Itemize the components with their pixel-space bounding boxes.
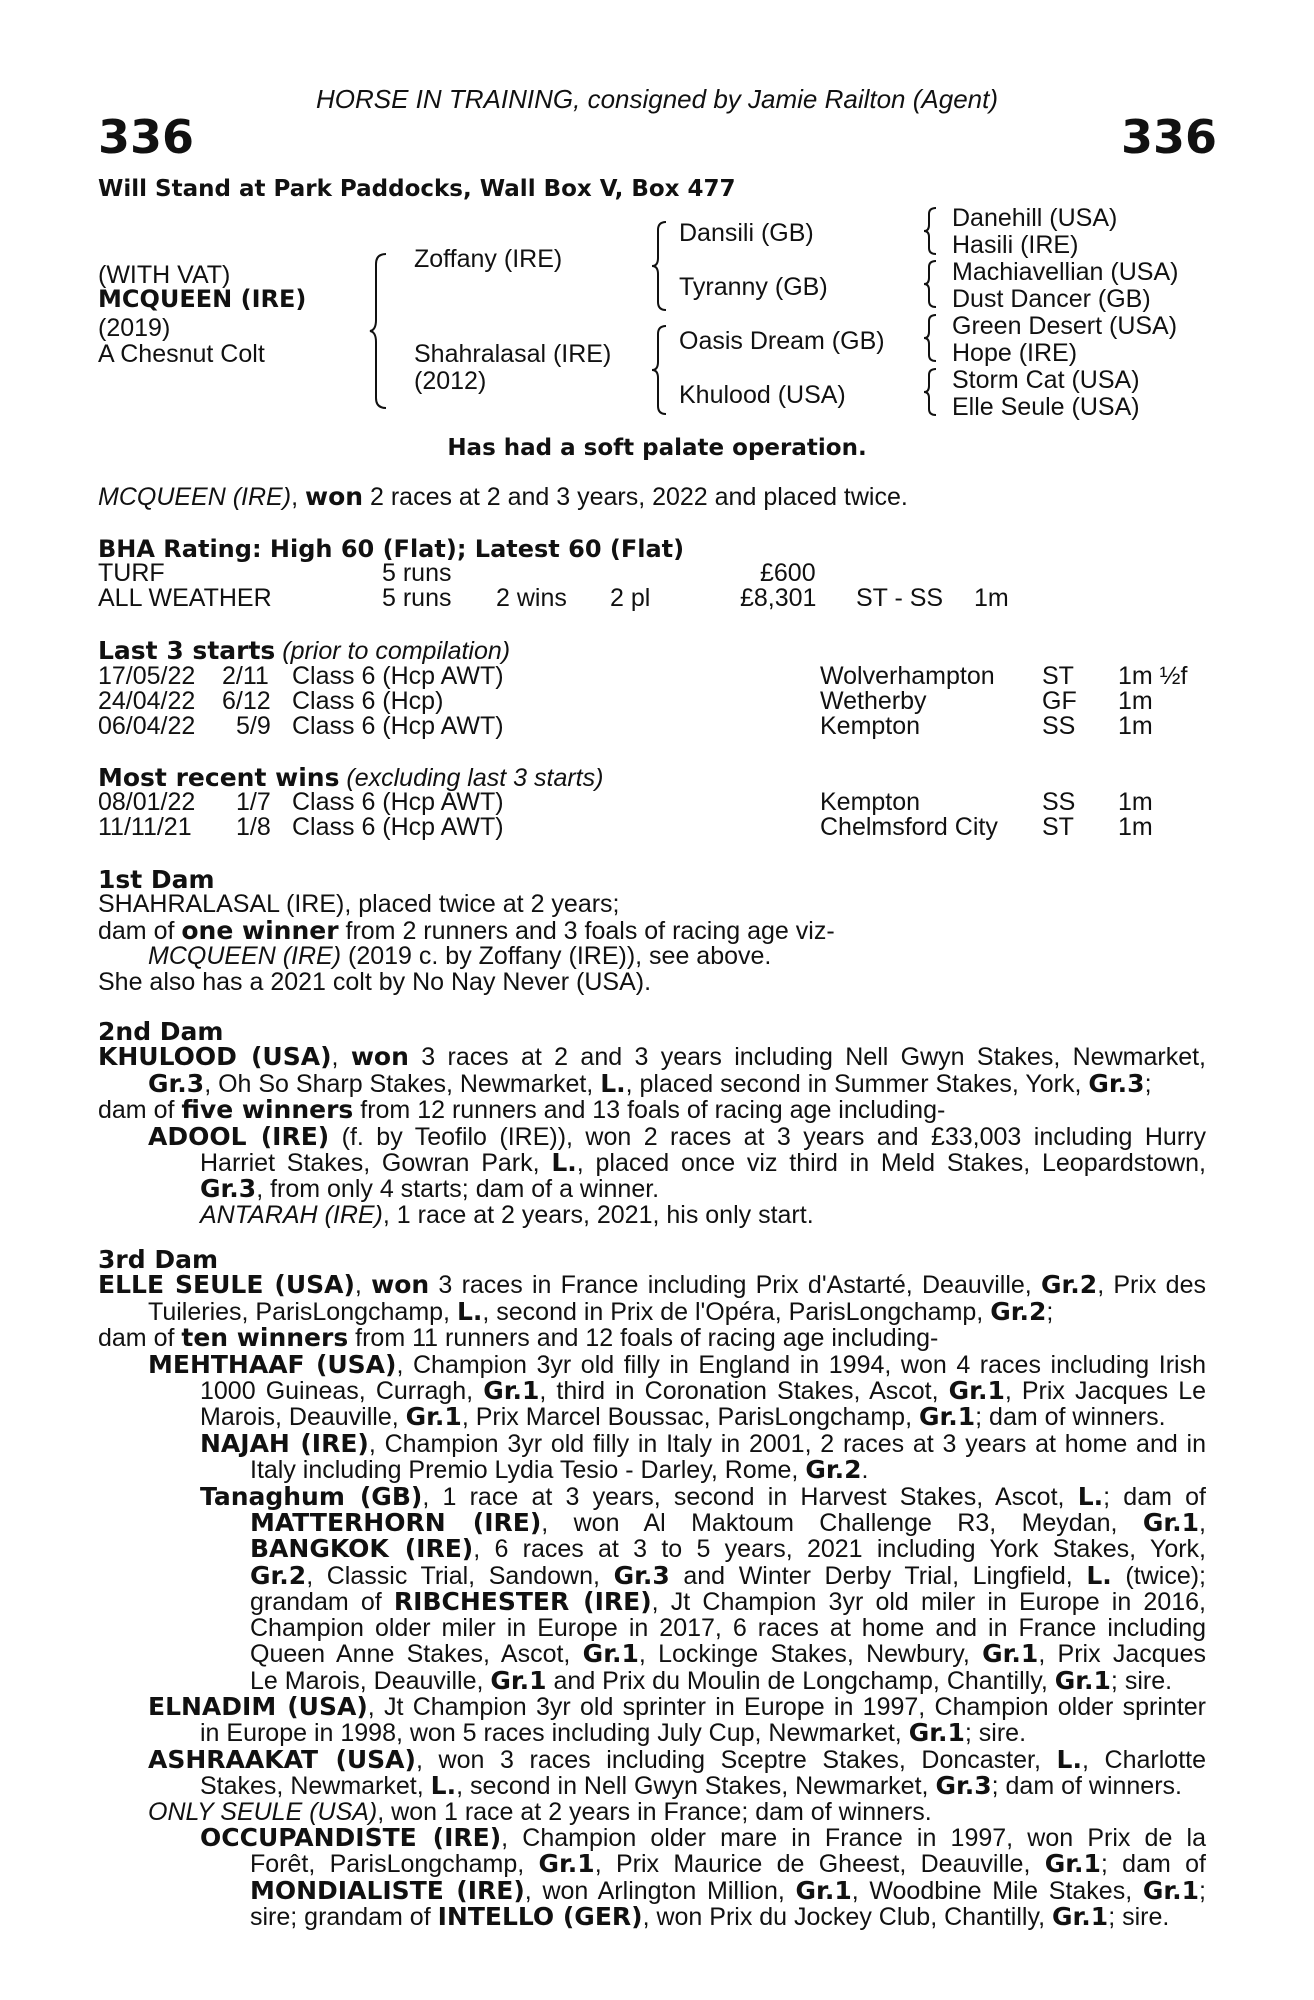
text: Tuileries, ParisLongchamp, [148, 1297, 457, 1326]
grade: Gr.1 [918, 1402, 976, 1432]
text: , 1 race at 2 years, 2021, his only start. [382, 1200, 814, 1229]
text: from 11 runners and 12 foals of racing age including- [348, 1324, 939, 1353]
rating-earnings: £8,301 [740, 584, 817, 612]
pedigree-grandparent: Dansili (GB) [679, 219, 814, 247]
win-position: 1/8 [236, 813, 271, 841]
start-course: Kempton [820, 712, 921, 740]
winner-count: ten winners [181, 1323, 349, 1353]
text: ; sire. [1110, 1666, 1173, 1695]
third-dam-line [98, 1851, 1206, 1877]
text: , [1199, 1509, 1206, 1538]
horse-description: A Chesnut Colt [98, 340, 265, 368]
first-dam-line: She also has a 2021 colt by No Nay Never (USA). [98, 967, 652, 996]
text: , third in Coronation Stakes, Ascot, [539, 1377, 949, 1406]
text: , Champion older mare in France in 1997, won Prix de la [501, 1823, 1206, 1852]
second-dam-heading: 2nd Dam [98, 1017, 224, 1046]
pedigree-great-grandparent: Dust Dancer (GB) [952, 285, 1151, 313]
rating-placed: 2 pl [610, 584, 651, 612]
text: , Oh So Sharp Stakes, Newmarket, [204, 1069, 601, 1098]
grade: Gr.1 [538, 1849, 595, 1879]
start-position: 2/11 [222, 662, 269, 690]
progeny-name: MATTERHORN (IRE) [250, 1508, 542, 1538]
summary-horse-name: MCQUEEN (IRE) [98, 483, 292, 511]
dam-name: ELLE SEULE (USA) [98, 1270, 355, 1300]
win-class: Class 6 (Hcp AWT) [292, 813, 504, 841]
text: ; dam of [1103, 1482, 1206, 1511]
grade: Gr.1 [795, 1875, 852, 1905]
third-dam-line [98, 1349, 1206, 1379]
text: , Prix Maurice de Gheest, Deauville, [594, 1850, 1045, 1879]
text: , won 3 races including Sceptre Stakes, Doncaster, [415, 1745, 1057, 1774]
grade: L. [456, 1296, 483, 1326]
start-date: 17/05/22 [98, 662, 196, 690]
pedigree-grandparent: Khulood (USA) [679, 381, 846, 409]
third-dam-line [98, 1822, 1206, 1852]
grade: Gr.1 [1044, 1849, 1101, 1879]
third-dam-heading: 3rd Dam [98, 1245, 218, 1274]
text: ; [1199, 1876, 1206, 1905]
lot-number-left: 336 [98, 110, 195, 164]
pedigree-brace-dam [650, 324, 670, 416]
page-header-title: HORSE IN TRAINING, consigned by Jamie Railton (Agent) [315, 84, 999, 114]
winner-count: five winners [181, 1095, 354, 1125]
text: Stakes, Newmarket, [200, 1772, 431, 1801]
rating-distance: 1m [974, 584, 1009, 612]
text: dam of [98, 916, 182, 945]
text: , won Prix du Jockey Club, Chantilly, [642, 1903, 1053, 1932]
progeny-name: BANGKOK (IRE) [250, 1534, 474, 1564]
pedigree-sire: Zoffany (IRE) [414, 245, 563, 273]
text: 1000 Guineas, Curragh, [200, 1377, 484, 1406]
third-dam-line [98, 1691, 1206, 1721]
win-course: Chelmsford City [820, 813, 998, 841]
start-class: Class 6 (Hcp AWT) [292, 662, 504, 690]
third-dam-line [98, 1325, 1206, 1351]
third-dam-line [98, 1744, 1206, 1774]
text: ; sire. [1108, 1903, 1170, 1932]
start-position: 6/12 [222, 687, 271, 715]
last-starts-heading [98, 638, 510, 664]
progeny-name: ANTARAH (IRE) [200, 1200, 383, 1229]
win-position: 1/7 [236, 788, 271, 816]
win-class: Class 6 (Hcp AWT) [292, 788, 504, 816]
start-going: SS [1042, 712, 1076, 740]
recent-wins-note: (excluding last 3 starts) [339, 764, 604, 792]
recent-wins-title: Most recent wins [98, 763, 340, 792]
text: ; dam of [1100, 1850, 1206, 1879]
grade: Gr.1 [483, 1376, 540, 1406]
third-dam-line [98, 1481, 1206, 1511]
third-dam-line: ELLE SEULE (USA), won 3 races in France including Prix d'Astarté, Deauville, Gr.2, Prix des [98, 1270, 1206, 1300]
winner-count: one winner [181, 915, 339, 945]
pedigree-grandparent: Tyranny (GB) [679, 273, 828, 301]
grade: Gr.3 [148, 1068, 205, 1098]
pedigree-great-grandparent: Storm Cat (USA) [952, 366, 1140, 394]
grade: Gr.1 [982, 1639, 1039, 1669]
progeny-name: MONDIALISTE (IRE) [250, 1875, 525, 1905]
text: , Classic Trial, Sandown, [306, 1561, 614, 1590]
text: , second in Prix de l'Opéra, ParisLongchamp, [482, 1297, 991, 1326]
text: , from only 4 starts; dam of a winner. [256, 1175, 660, 1204]
rating-earnings: £600 [760, 559, 816, 587]
first-dam-section [98, 867, 1206, 995]
second-dam-line: KHULOOD (USA), won 3 races at 2 and 3 years including Nell Gwyn Stakes, Newmarket, [98, 1042, 1206, 1072]
summary-rest: 2 races at 2 and 3 years, 2022 and placed twice. [363, 483, 908, 511]
text: (f. by Teofilo (IRE)), won 2 races at 3 years and £33,003 including Hurry [329, 1122, 1206, 1151]
text: , Prix Jacques Le [1004, 1377, 1207, 1406]
text: Champion older miler in Europe in 2017, 6 races at home and in France including [250, 1613, 1206, 1642]
pedigree-brace-gg4 [922, 367, 940, 417]
text: Le Marois, Deauville, [250, 1666, 491, 1695]
horse-year: (2019) [98, 314, 171, 342]
first-dam-line [98, 915, 1206, 945]
third-dam-line [98, 1510, 1206, 1536]
last-starts-title: Last 3 starts [98, 636, 276, 665]
text: (2019 c. by Zoffany (IRE)), see above. [341, 942, 772, 971]
text: ; dam of winners. [975, 1403, 1166, 1432]
win-date: 08/01/22 [98, 788, 196, 816]
third-dam-section [98, 1247, 1206, 1931]
text: , Prix des [1097, 1271, 1206, 1300]
soft-palate-note: Has had a soft palate operation. [447, 435, 867, 461]
text: , Jt Champion 3yr old miler in Europe in 2016, [651, 1588, 1206, 1617]
text: , Prix Jacques [1038, 1640, 1206, 1669]
start-date: 24/04/22 [98, 687, 196, 715]
text: , Jt Champion 3yr old sprinter in Europe in 1997, Champion older sprinter [367, 1692, 1206, 1721]
grade: Gr.1 [1054, 1665, 1111, 1695]
text: Forêt, ParisLongchamp, [250, 1850, 539, 1879]
second-dam-line [98, 1176, 1206, 1202]
pedigree-brace-main [368, 252, 390, 410]
win-going: SS [1042, 788, 1076, 816]
stabling-info: Will Stand at Park Paddocks, Wall Box V, Box 477 [98, 176, 736, 202]
third-dam-line [98, 1428, 1207, 1458]
start-class: Class 6 (Hcp AWT) [292, 712, 504, 740]
start-class: Class 6 (Hcp) [292, 687, 444, 715]
second-dam-line [98, 1200, 1206, 1229]
grade: L. [1086, 1560, 1112, 1590]
text: , won 1 race at 2 years in France; dam of winners. [377, 1797, 932, 1826]
grade: Gr.2 [1041, 1270, 1098, 1300]
grade: Gr.1 [908, 1718, 965, 1748]
pedigree-great-grandparent: Green Desert (USA) [952, 312, 1178, 340]
third-dam-line [98, 1589, 1206, 1615]
third-dam-line [98, 1296, 1206, 1326]
grade: Gr.3 [1088, 1068, 1145, 1098]
grade: Gr.1 [582, 1639, 639, 1669]
first-dam-line [98, 944, 1206, 969]
grade: Gr.3 [935, 1771, 992, 1801]
grade: Gr.2 [250, 1560, 307, 1590]
progeny-name: INTELLO (GER) [437, 1902, 643, 1932]
progeny-name: MCQUEEN (IRE) [148, 942, 342, 971]
text: , Woodbine Mile Stakes, [851, 1876, 1143, 1905]
text: , 1 race at 3 years, second in Harvest Stakes, Ascot, [422, 1482, 1078, 1511]
lot-number-right: 336 [1121, 110, 1218, 164]
grade: Gr.1 [948, 1376, 1005, 1406]
text: Marois, Deauville, [200, 1403, 406, 1432]
dam-name: KHULOOD (USA) [98, 1042, 332, 1072]
text: sire; grandam of [250, 1903, 438, 1932]
third-dam-line [98, 1613, 1206, 1642]
win-date: 11/11/21 [98, 813, 192, 841]
third-dam-line [98, 1641, 1206, 1667]
text: dam of [98, 1096, 182, 1125]
third-dam-line [98, 1773, 1206, 1799]
text: , Charlotte [1081, 1745, 1206, 1774]
text: , 6 races at 3 to 5 years, 2021 including York Stakes, York, [473, 1535, 1206, 1564]
pedigree-great-grandparent: Hope (IRE) [952, 339, 1078, 367]
second-dam-line [98, 1097, 1206, 1123]
pedigree-great-grandparent: Machiavellian (USA) [952, 258, 1179, 286]
pedigree-brace-gg3 [922, 313, 940, 363]
third-dam-line [98, 1404, 1206, 1430]
pedigree-great-grandparent: Hasili (IRE) [952, 231, 1079, 259]
grade: Gr.1 [1142, 1508, 1200, 1538]
text: , placed second in Summer Stakes, York, [625, 1069, 1089, 1098]
pedigree-brace-gg1 [922, 206, 940, 256]
progeny-name: RIBCHESTER (IRE) [393, 1587, 652, 1617]
grade: Gr.1 [490, 1665, 547, 1695]
text: (twice); [1111, 1561, 1206, 1590]
first-dam-heading: 1st Dam [98, 865, 215, 894]
grade: Gr.2 [805, 1455, 862, 1485]
bha-rating-heading: BHA Rating: High 60 (Flat); Latest 60 (Flat) [98, 535, 685, 563]
grade: L. [551, 1148, 577, 1178]
third-dam-line [98, 1797, 1206, 1826]
text: , Champion 3yr old filly in Italy in 2001, 2 races at 3 years at home and in [368, 1429, 1207, 1458]
start-distance: 1m ½f [1118, 662, 1188, 690]
rating-tracks: ST - SS [856, 584, 944, 612]
second-dam-line [98, 1121, 1206, 1151]
text: from 12 runners and 13 foals of racing age including- [353, 1096, 946, 1125]
grade: Gr.3 [613, 1560, 670, 1590]
third-dam-line [98, 1457, 1206, 1483]
progeny-name: ADOOL (IRE) [148, 1121, 330, 1151]
pedigree-great-grandparent: Elle Seule (USA) [952, 393, 1140, 421]
grade: Gr.1 [1052, 1902, 1109, 1932]
win-course: Kempton [820, 788, 921, 816]
start-course: Wolverhampton [820, 662, 995, 690]
win-distance: 1m [1118, 788, 1153, 816]
grade: Gr.1 [1142, 1875, 1200, 1905]
third-dam-line [98, 1665, 1206, 1695]
grade: L. [1077, 1481, 1104, 1511]
progeny-name: ASHRAAKAT (USA) [148, 1744, 416, 1774]
vat-status: (WITH VAT) [98, 261, 231, 289]
text: 3 races at 2 and 3 years including Nell Gwyn Stakes, Newmarket, [408, 1043, 1206, 1072]
pedigree-brace-sire [650, 220, 670, 312]
progeny-name: Tanaghum (GB) [200, 1481, 423, 1511]
third-dam-line [98, 1720, 1206, 1746]
last-starts-note: (prior to compilation) [275, 637, 511, 665]
rating-runs: 5 runs [382, 559, 452, 587]
text: ; [1144, 1069, 1152, 1098]
start-course: Wetherby [820, 687, 927, 715]
third-dam-line [98, 1904, 1206, 1930]
horse-name: MCQUEEN (IRE) [98, 285, 307, 313]
race-summary: MCQUEEN (IRE), won 2 races at 2 and 3 years, 2022 and placed twice. [98, 482, 908, 511]
grade: L. [600, 1068, 626, 1098]
text: Harriet Stakes, Gowran Park, [200, 1149, 552, 1178]
text: ; [1046, 1297, 1054, 1326]
text: , Lockinge Stakes, Newbury, [638, 1640, 983, 1669]
start-distance: 1m [1118, 712, 1153, 740]
text: ; sire. [964, 1719, 1027, 1748]
progeny-name: NAJAH (IRE) [200, 1428, 369, 1458]
text: and Winter Derby Trial, Lingfield, [669, 1561, 1087, 1590]
text: 3 races in France including Prix d'Astarté, Deauville, [429, 1271, 1041, 1300]
text: in Europe in 1998, won 5 races including July Cup, Newmarket, [200, 1719, 909, 1748]
text: Queen Anne Stakes, Ascot, [250, 1640, 583, 1669]
win-going: ST [1042, 813, 1074, 841]
text: , second in Nell Gwyn Stakes, Newmarket, [456, 1772, 936, 1801]
text: , Champion 3yr old filly in England in 1994, won 4 races including Irish [396, 1350, 1206, 1379]
pedigree-great-grandparent: Danehill (USA) [952, 204, 1118, 232]
start-going: ST [1042, 662, 1074, 690]
second-dam-section [98, 1019, 1206, 1228]
text: dam of [98, 1324, 182, 1353]
pedigree-brace-gg2 [922, 259, 940, 309]
third-dam-line [98, 1378, 1206, 1404]
start-going: GF [1042, 687, 1077, 715]
text: , Prix Marcel Boussac, ParisLongchamp, [461, 1403, 919, 1432]
won-label: won [371, 1270, 430, 1300]
second-dam-line [98, 1150, 1206, 1176]
progeny-name: MEHTHAAF (USA) [148, 1349, 397, 1379]
rating-wins: 2 wins [496, 584, 567, 612]
progeny-name: ONLY SEULE (USA) [148, 1797, 378, 1826]
grade: Gr.3 [200, 1174, 257, 1204]
progeny-name: ELNADIM (USA) [148, 1691, 368, 1721]
text: and Prix du Moulin de Longchamp, Chantilly, [546, 1666, 1055, 1695]
grade: Gr.1 [405, 1402, 462, 1432]
pedigree-dam-year: (2012) [414, 367, 487, 395]
text: , won Al Maktoum Challenge R3, Meydan, [541, 1509, 1143, 1538]
grade: L. [430, 1771, 457, 1801]
summary-won: won [304, 482, 364, 511]
text: . [861, 1456, 869, 1485]
second-dam-line [98, 1068, 1206, 1098]
text: grandam of [250, 1588, 394, 1617]
third-dam-line [98, 1560, 1206, 1590]
text: from 2 runners and 3 foals of racing age viz- [338, 916, 835, 945]
text: Italy including Premio Lydia Tesio - Darley, Rome, [250, 1456, 806, 1485]
win-distance: 1m [1118, 813, 1153, 841]
rating-surface: ALL WEATHER [98, 584, 272, 612]
text: ; dam of winners. [991, 1772, 1182, 1801]
text: , won Arlington Million, [524, 1876, 796, 1905]
first-dam-line: SHAHRALASAL (IRE), placed twice at 2 years; [98, 890, 620, 919]
text: , placed once viz third in Meld Stakes, Leopardstown, [576, 1149, 1206, 1178]
pedigree-grandparent: Oasis Dream (GB) [679, 327, 885, 355]
won-label: won [350, 1042, 409, 1072]
progeny-name: OCCUPANDISTE (IRE) [200, 1822, 502, 1852]
start-position: 5/9 [236, 712, 271, 740]
rating-surface: TURF [98, 559, 165, 587]
start-date: 06/04/22 [98, 712, 196, 740]
third-dam-line [98, 1536, 1206, 1562]
start-distance: 1m [1118, 687, 1153, 715]
grade: Gr.2 [990, 1296, 1047, 1326]
third-dam-line [98, 1875, 1206, 1905]
rating-runs: 5 runs [382, 584, 452, 612]
grade: L. [1056, 1744, 1082, 1774]
pedigree-dam: Shahralasal (IRE) [414, 340, 612, 368]
